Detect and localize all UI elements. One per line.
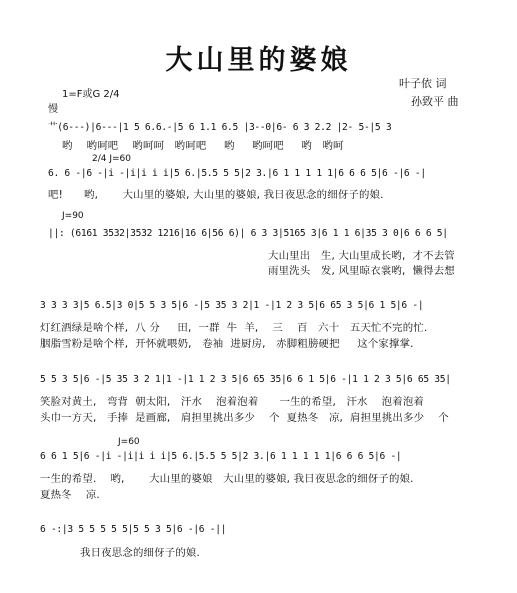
- lyrics-row-3-verse-2: 雨里洗头 发, 风里晾衣裳哟, 懒得去想: [268, 265, 455, 277]
- notation-row-7: 6 -:|3 5 5 5 5 5|5 5 3 5|6 -|6 -||: [40, 524, 227, 535]
- tempo-marking: 慢: [48, 104, 58, 115]
- tempo-change-row-6: J=60: [118, 437, 140, 447]
- lyrics-row-5-verse-2: 头巾一方天, 手捧 是画廊, 肩担里挑出多少 个 夏热冬 凉, 肩担里挑出多少 个: [40, 412, 449, 424]
- notation-row-4: 3 3 3 3|5 6.5|3 0|5 5 3 5|6 -|5 35 3 2|1 -|1 2 3 5|6 65 3 5|6 1 5|6 -|: [40, 300, 424, 311]
- lyrics-row-6-verse-1: 一生的希望. 哟, 大山里的婆娘 大山里的婆娘, 我日夜思念的细伢子的娘.: [40, 473, 414, 485]
- key-signature: 1=F或G 2/4: [62, 89, 120, 100]
- lyrics-row-5-verse-1: 笑脸对黄土, 弯背 朝太阳, 汗水 泡着泡着 一生的希望, 汗水 泡着泡着: [40, 396, 425, 408]
- lyrics-row-2: 吧! 哟, 大山里的婆娘, 大山里的婆娘, 我日夜思念的细伢子的娘.: [48, 189, 384, 201]
- lyrics-row-1: 哟 哟呵吧 哟呵呵 哟呵吧 哟 哟呵吧 哟 哟呵: [48, 140, 344, 152]
- song-title: 大山里的婆娘: [165, 45, 352, 76]
- lyrics-row-6-verse-2: 夏热冬 凉.: [40, 489, 100, 501]
- lyrics-row-7: 我日夜思念的细伢子的娘.: [80, 547, 200, 559]
- lyrics-row-4-verse-2: 胭脂雪粉是啥个样, 开怀就喂奶, 卷袖 进厨房, 赤脚粗膀硬把 这个家撑掌.: [40, 338, 414, 350]
- notation-row-1: 艹(6---)|6---|1 5 6.6.-|5 6 1.1 6.5 |3--0|6- 6 3 2.2 |2- 5-|5 3: [48, 122, 392, 133]
- notation-row-2: 6. 6 -|6 -|i -|i|i i i|5 6.|5.5 5 5|2 3.|6 1 1 1 1 1|6 6 6 5|6 -|6 -|: [48, 168, 426, 179]
- tempo-change-row-3: J=90: [62, 211, 84, 221]
- notation-row-3: ||: (6161 3532|3532 1216|16 6|56 6)| 6 3 3|5165 3|6 1 1 6|35 3 0|6 6 6 5|: [48, 228, 448, 239]
- composer-credit: 孙致平 曲: [411, 95, 459, 108]
- lyrics-row-4-verse-1: 灯红酒绿是啥个样, 八 分 田, 一群 牛 羊, 三 百 六十 五天忙不完的忙.: [40, 322, 428, 334]
- lyrics-row-3-verse-1: 大山里出 生, 大山里成长哟, 才不去管: [268, 250, 455, 262]
- notation-row-6: 6 6 1 5|6 -|i -|i|i i i|5 6.|5.5 5 5|2 3.|6 1 1 1 1 1|6 6 6 5|6 -|: [40, 451, 402, 462]
- notation-row-5: 5 5 3 5|6 -|5 35 3 2 1|1 -|1 1 2 3 5|6 65 35|6 6 1 5|6 -|1 1 2 3 5|6 65 35|: [40, 374, 451, 385]
- tempo-change-row-2: 2/4 J=60: [92, 154, 131, 164]
- lyricist-credit: 叶子依 词: [399, 77, 447, 90]
